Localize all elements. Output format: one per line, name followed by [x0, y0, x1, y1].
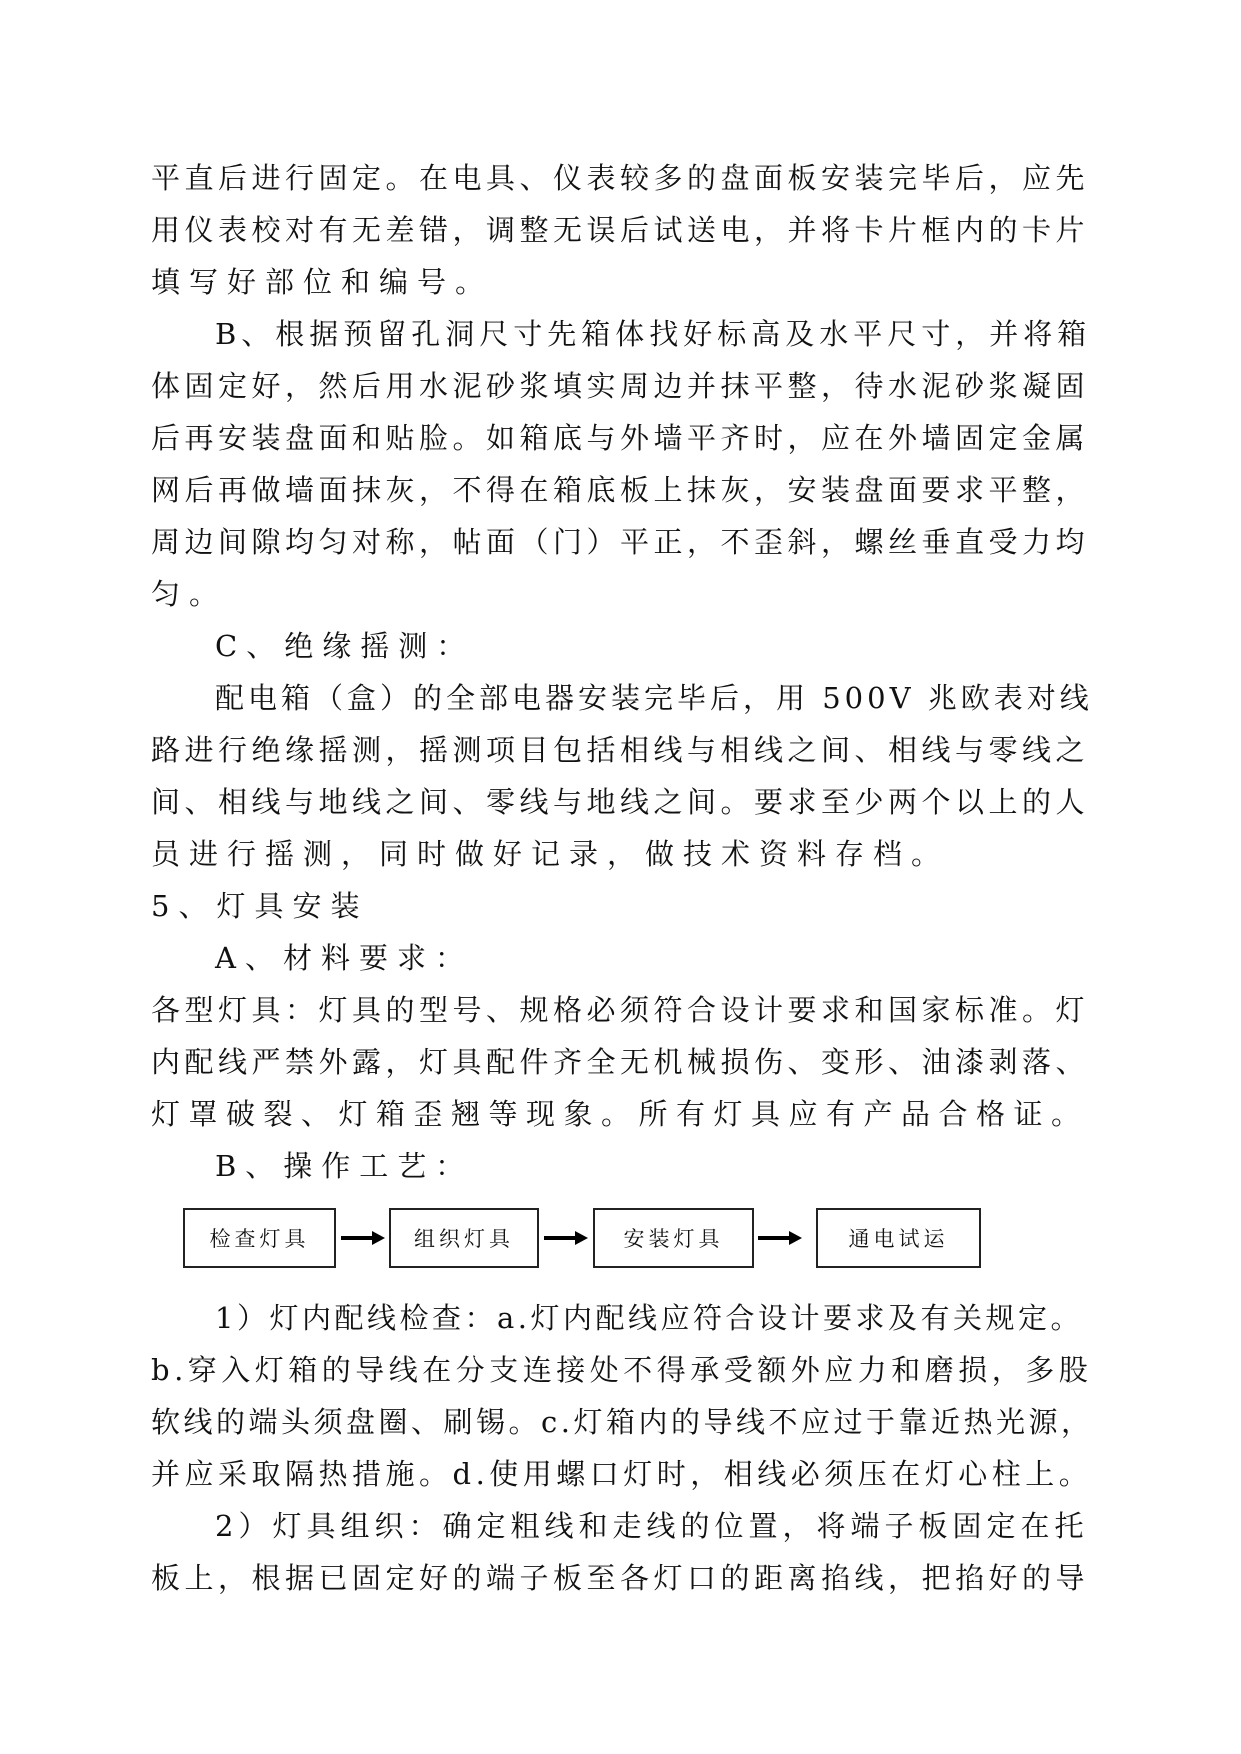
- flow-step-box: 组织灯具: [389, 1208, 539, 1268]
- text-line: 匀。: [151, 577, 228, 611]
- text-line: 路进行绝缘摇测，摇测项目包括相线与相线之间、相线与零线之: [151, 733, 1090, 767]
- flow-step-box: 通电试运: [816, 1208, 981, 1268]
- section-heading: C、绝缘摇测：: [215, 629, 475, 663]
- text-line: b.穿入灯箱的导线在分支连接处不得承受额外应力和磨损，多股: [151, 1353, 1093, 1387]
- text-line: 填写好部位和编号。: [151, 265, 494, 299]
- arrow-right-icon: [757, 1228, 803, 1248]
- text-line: 配电箱（盒）的全部电器安装完毕后，用 500V 兆欧表对线: [215, 681, 1093, 715]
- text-line: 周边间隙均匀对称，帖面（门）平正，不歪斜，螺丝垂直受力均: [151, 525, 1090, 559]
- section-heading: B、操作工艺：: [215, 1149, 474, 1183]
- flow-step-box: 安装灯具: [593, 1208, 754, 1268]
- text-line: 2）灯具组织：确定粗线和走线的位置，将端子板固定在托: [215, 1509, 1089, 1543]
- text-line: 板上，根据已固定好的端子板至各灯口的距离掐线，把掐好的导: [151, 1561, 1090, 1595]
- text-line: 用仪表校对有无差错，调整无误后试送电，并将卡片框内的卡片: [151, 213, 1090, 247]
- text-line: 各型灯具：灯具的型号、规格必须符合设计要求和国家标准。灯: [151, 993, 1090, 1027]
- text-line: 灯罩破裂、灯箱歪翘等现象。所有灯具应有产品合格证。: [151, 1097, 1089, 1131]
- text-line: 1）灯内配线检查：a.灯内配线应符合设计要求及有关规定。: [215, 1301, 1083, 1335]
- text-line: 网后再做墙面抹灰，不得在箱底板上抹灰，安装盘面要求平整，: [151, 473, 1090, 507]
- section-heading: 5、灯具安装: [151, 889, 369, 923]
- text-line: 间、相线与地线之间、零线与地线之间。要求至少两个以上的人: [151, 785, 1090, 819]
- text-line: 并应采取隔热措施。d.使用螺口灯时，相线必须压在灯心柱上。: [151, 1457, 1093, 1491]
- flow-step-box: 检查灯具: [183, 1208, 336, 1268]
- text-line: 体固定好，然后用水泥砂浆填实周边并抹平整，待水泥砂浆凝固: [151, 369, 1090, 403]
- text-line: 员进行摇测，同时做好记录，做技术资料存档。: [151, 837, 950, 871]
- arrow-right-icon: [340, 1228, 386, 1248]
- text-line: 后再安装盘面和贴脸。如箱底与外墙平齐时，应在外墙固定金属: [151, 421, 1090, 455]
- text-line: B、根据预留孔洞尺寸先箱体找好标高及水平尺寸，并将箱: [215, 317, 1092, 351]
- text-line: 平直后进行固定。在电具、仪表较多的盘面板安装完毕后，应先: [151, 161, 1090, 195]
- text-line: 内配线严禁外露，灯具配件齐全无机械损伤、变形、油漆剥落、: [151, 1045, 1090, 1079]
- arrow-right-icon: [543, 1228, 589, 1248]
- section-heading: A、材料要求：: [215, 941, 473, 975]
- text-line: 软线的端头须盘圈、刷锡。c.灯箱内的导线不应过于靠近热光源，: [151, 1405, 1094, 1439]
